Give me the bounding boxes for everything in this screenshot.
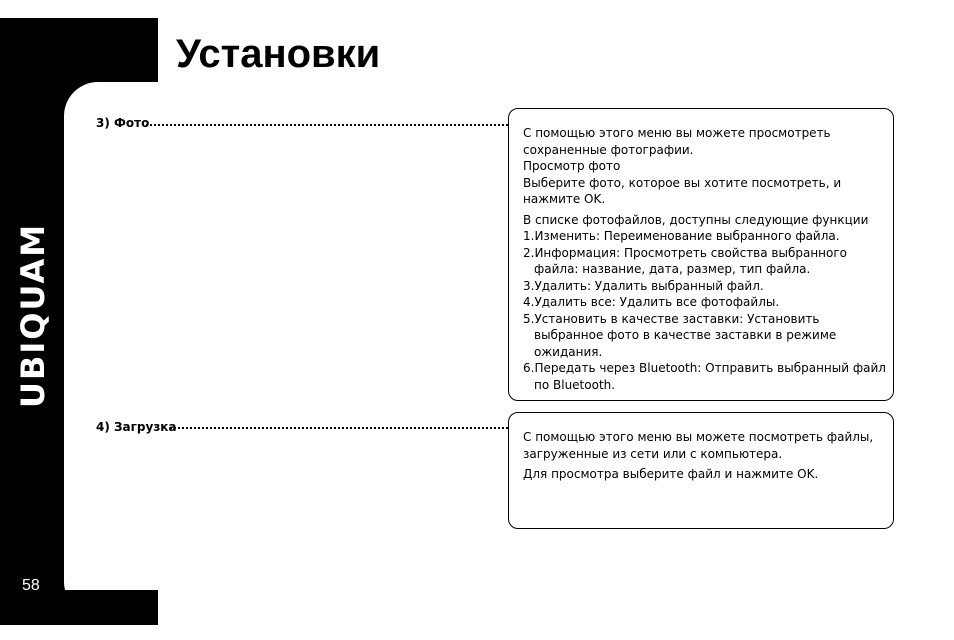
- list-item: 2.Информация: Просмотреть свойства выбранного файла: название, дата, размер, тип файла.: [523, 245, 848, 276]
- page-frame-inner: [64, 82, 164, 612]
- text-line: В списке фотофайлов, доступны следующие функции: [523, 212, 869, 227]
- page-number: 58: [22, 577, 40, 594]
- list-item: 5.Установить в качестве заставки: Установить выбранное фото в качестве заставки в режиме ожидания.: [523, 311, 837, 359]
- list-item: 1.Изменить: Переименование выбранного файла.: [523, 229, 840, 243]
- list-item: 4.Удалить все: Удалить все фотофайлы.: [523, 295, 780, 309]
- page-frame-bottom: [64, 590, 158, 625]
- list-item: 6.Передать через Bluetooth: Отправить выбранный файл по Bluetooth.: [523, 361, 886, 392]
- text-line: Просмотр фото: [523, 159, 621, 173]
- section-label-photo: 3) Фото: [96, 116, 150, 130]
- section-label-download: 4) Загрузка: [96, 420, 177, 434]
- download-description-box: [508, 412, 894, 529]
- brand-logo: UBIQUAM: [14, 222, 52, 408]
- text-line: Выберите фото, которое вы хотите посмотреть, и нажмите OK.: [523, 175, 842, 206]
- list-item: 3.Удалить: Удалить выбранный файл.: [523, 278, 764, 293]
- page-title: Установки: [176, 32, 381, 76]
- text-line: С помощью этого меню вы можете просмотреть сохраненные фотографии.: [523, 126, 831, 157]
- text-line: Для просмотра выберите файл и нажмите OK.: [523, 467, 819, 481]
- text-line: С помощью этого меню вы можете посмотреть файлы, загруженные из сети или с компьютера.: [523, 430, 874, 461]
- leader-line-download: [170, 427, 508, 429]
- photo-description-box: [508, 108, 894, 401]
- leader-line-photo: [146, 124, 508, 126]
